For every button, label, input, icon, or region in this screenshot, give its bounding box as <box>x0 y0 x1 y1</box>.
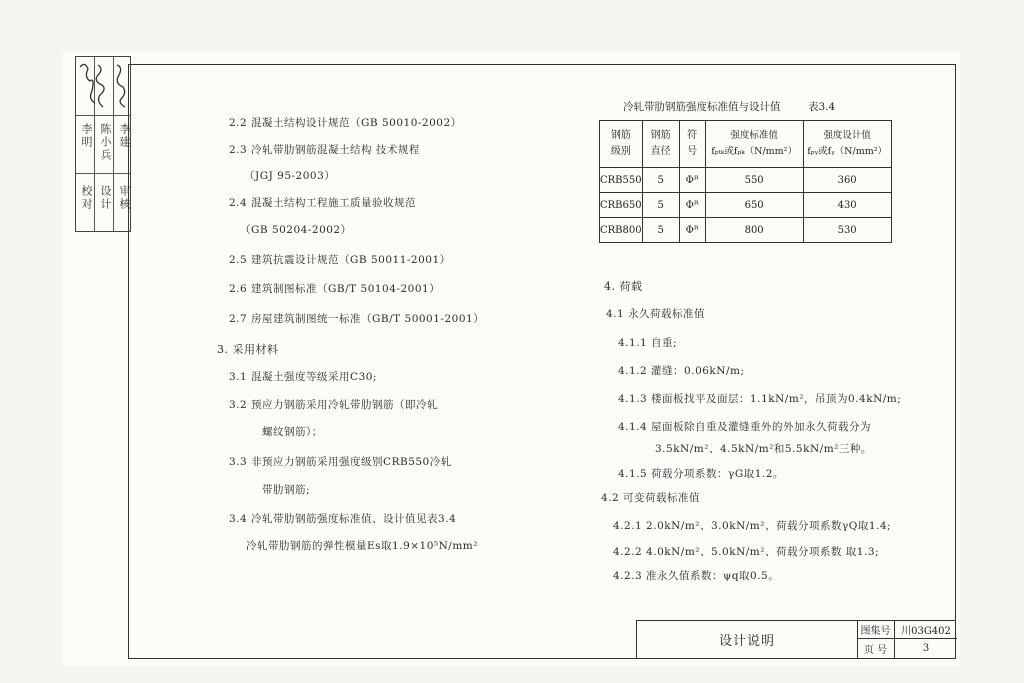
load-line-4-1-3: 4.1.3 楼面板找平及面层：1.1kN/m²，吊顶为0.4kN/m; <box>618 393 902 405</box>
handwritten-signatures <box>76 57 132 115</box>
stamp-role-review: 审核 <box>118 185 131 211</box>
signature-stamp <box>75 56 131 232</box>
spec-line-2-7: 2.7 房屋建筑制图统一标准（GB/T 50001-2001） <box>229 313 485 325</box>
spec-line-2-3: 2.3 冷轧带肋钢筋混凝土结构 技术规程 <box>229 144 420 156</box>
title-block <box>636 620 956 659</box>
page-number-value: 3 <box>922 643 930 654</box>
stamp-name-2: 陈小兵 <box>99 123 112 162</box>
material-line-3-4-cont: 冷轧带肋钢筋的弹性模量Es取1.9×10⁵N/mm² <box>246 540 478 552</box>
spec-line-2-3-code: （JGJ 95-2003） <box>244 170 336 182</box>
load-line-4-2-3: 4.2.3 准永久值系数：ψq取0.5。 <box>613 570 780 582</box>
material-line-3-2: 3.2 预应力钢筋采用冷轧带肋钢筋（即冷轧 <box>229 399 439 411</box>
load-line-4-2-2: 4.2.2 4.0kN/m²、5.0kN/m²、荷载分项系数 取1.3; <box>613 546 880 558</box>
stamp-role-design: 设计 <box>99 185 112 211</box>
table-caption: 冷轧带肋钢筋强度标准值与设计值 <box>623 101 781 113</box>
table-row: CRB550 5 Φᴿ 550 360 <box>600 168 892 193</box>
load-line-4-1-4-cont: 3.5kN/m²、4.5kN/m²和5.5kN/m²三种。 <box>655 443 872 455</box>
spec-line-2-6: 2.6 建筑制图标准（GB/T 50104-2001） <box>229 283 441 295</box>
table-row: CRB650 5 Φᴿ 650 430 <box>600 193 892 218</box>
load-line-4-1-4: 4.1.4 屋面板除自重及灌缝重外的外加永久荷载分为 <box>618 421 872 433</box>
material-line-3-4: 3.4 冷轧带肋钢筋强度标准值、设计值见表3.4 <box>229 513 457 525</box>
header-diameter: 钢筋 直径 <box>642 121 679 168</box>
drawing-title: 设计说明 <box>637 621 858 658</box>
material-line-3-2-cont: 螺纹钢筋）； <box>262 426 323 438</box>
material-line-3-3: 3.3 非预应力钢筋采用强度级别CRB550冷轧 <box>229 456 452 468</box>
stamp-name-3: 李建 <box>118 123 131 149</box>
load-line-4-2: 4.2 可变荷载标准值 <box>601 492 701 504</box>
load-line-4-1-2: 4.1.2 灌缝：0.06kN/m; <box>618 365 745 377</box>
section-3-heading: 3. 采用材料 <box>217 343 279 356</box>
atlas-number-value: 川03G402 <box>895 621 957 639</box>
load-line-4-1-5: 4.1.5 荷载分项系数：γG取1.2。 <box>618 468 784 480</box>
spec-line-2-4-code: （GB 50204-2002） <box>240 224 352 236</box>
table-number: 表3.4 <box>808 101 836 113</box>
section-4-heading: 4. 荷载 <box>604 280 643 293</box>
load-line-4-2-1: 4.2.1 2.0kN/m²、3.0kN/m²、荷载分项系数γQ取1.4; <box>613 520 892 532</box>
table-row: CRB800 5 Φᴿ 800 530 <box>600 218 892 243</box>
spec-line-2-2: 2.2 混凝土结构设计规范（GB 50010-2002） <box>229 117 462 129</box>
page-number-label: 页 号 <box>857 639 895 658</box>
spec-line-2-5: 2.5 建筑抗震设计规范（GB 50011-2001） <box>229 254 451 266</box>
atlas-number-label: 图集号 <box>857 621 895 639</box>
material-line-3-1: 3.1 混凝土强度等级采用C30; <box>229 371 377 383</box>
header-design-value: 强度设计值 fₚᵧ或fᵧ（N/mm²） <box>803 121 891 168</box>
header-grade: 钢筋 级别 <box>600 121 643 168</box>
header-symbol: 符 号 <box>679 121 705 168</box>
spec-line-2-4: 2.4 混凝土结构工程施工质量验收规范 <box>229 197 417 209</box>
stamp-name-1: 李明 <box>80 123 93 149</box>
steel-strength-table <box>599 120 892 243</box>
material-line-3-3-cont: 带肋钢筋; <box>262 484 311 496</box>
load-line-4-1-1: 4.1.1 自重; <box>618 337 678 349</box>
stamp-role-check: 校对 <box>80 185 93 211</box>
load-line-4-1: 4.1 永久荷载标准值 <box>606 308 706 320</box>
header-standard-value: 强度标准值 fₚₜₖ或fₚₖ（N/mm²） <box>705 121 803 168</box>
